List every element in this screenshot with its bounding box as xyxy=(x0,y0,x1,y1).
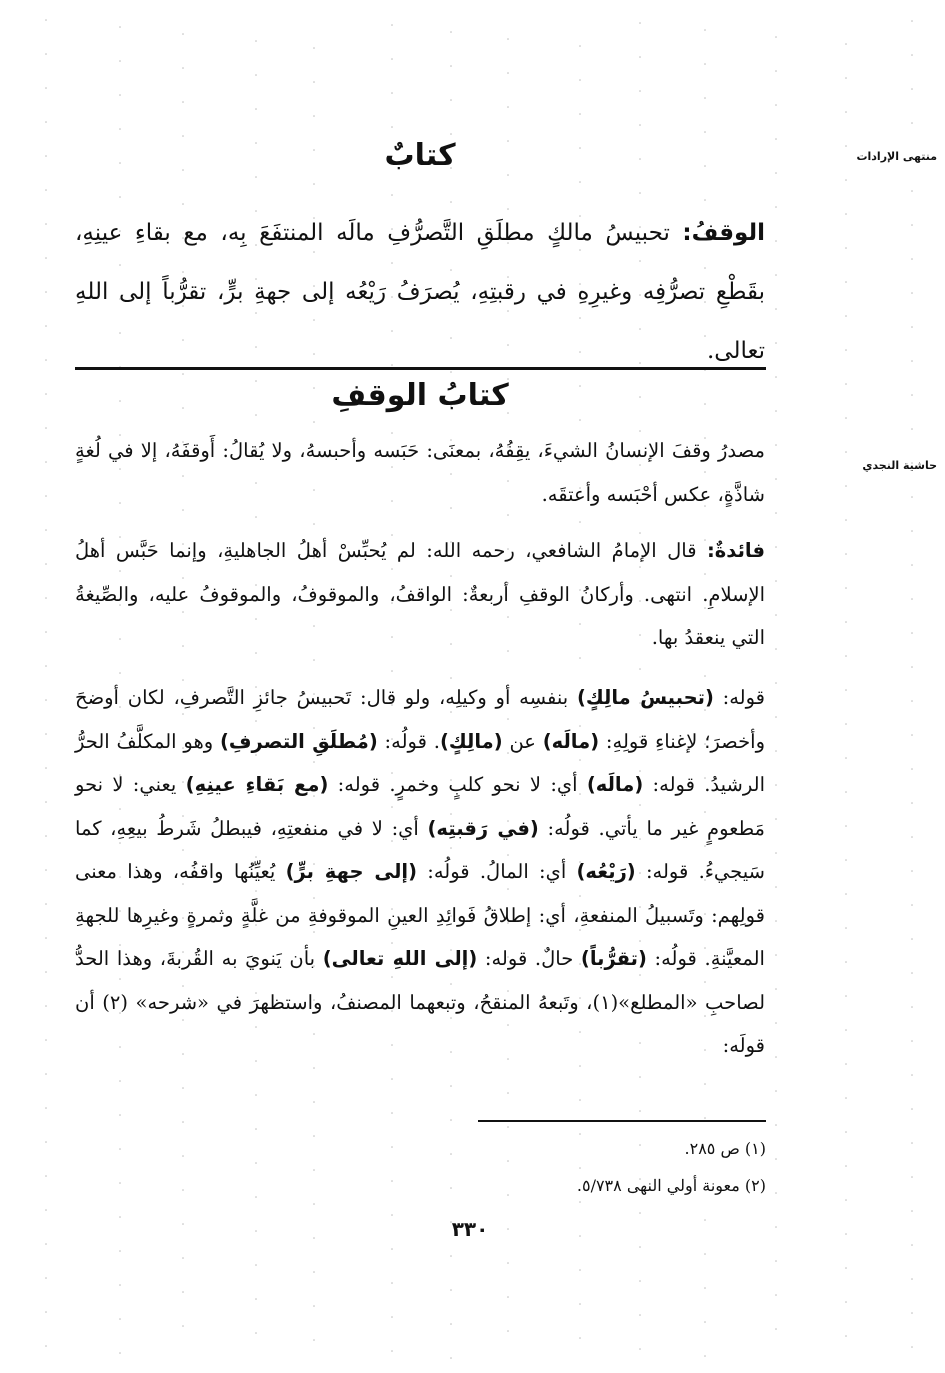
commentary-text: أي: لا في منفعتِهِ، فيبطلُ شَرطُ بيعِهِ، كما سَيجيءُ. قوله: xyxy=(75,816,765,883)
matn-text: تحبيسُ مالكٍ مطلَقِ التَّصرُّفِ مالَه المنتفَعَ بِه، مع بقاءِ عينِهِ، بقَطْعِ تصرُّفِه وغيرِهِ في رقبتِهِ، يُصرَفُ رَيْعُه إلى جهةِ برٍّ، تقرُّباً إلى اللهِ تعالى. xyxy=(75,220,765,364)
quoted-term: (في رَقبتِه) xyxy=(427,816,539,840)
quoted-term: (تقرُّباً) xyxy=(580,947,647,970)
commentary-text: قوله: xyxy=(713,686,766,709)
section-divider xyxy=(75,367,766,370)
faida-lead: فائدةٌ: xyxy=(707,539,765,562)
quoted-term: (تحبيسُ مالِكٍ) xyxy=(576,686,714,709)
sharh-paragraph-2 xyxy=(75,529,765,660)
commentary-text: أي: المالُ. قولُه: xyxy=(417,860,577,883)
footnote-divider xyxy=(478,1120,766,1122)
commentary-text: أي: لا نحو كلبٍ وخمرٍ. قوله: xyxy=(328,773,587,796)
commentary-text: بأن يَنويَ به القُربةَ، وهذا الحدُّ لصاحبِ «المطلع»(١)، وتَبعهُ المنقحُ، وتبعهما المصنفُ، واستظهرَ في «شرحه» (٢) أن قولَه: xyxy=(75,947,766,1057)
commentary-text: بنفسِه أو وكيلِه، ولو قال: تَحبيسُ جائزِ التَّصرفِ، لكان أوضحَ وأخصرَ؛ لإغناءِ قولِهِ: xyxy=(75,686,765,753)
matn-paragraph xyxy=(75,204,765,381)
quoted-term: (مالَه) xyxy=(586,773,644,796)
commentary-text: حالٌ. قوله: xyxy=(477,947,581,970)
quoted-term: (مع بَقاءِ عينِهِ) xyxy=(185,773,329,796)
matn-title: كتابٌ xyxy=(384,138,456,173)
footnote-2: (٢) معونة أولي النهى ٥/٧٣٨. xyxy=(576,1176,766,1195)
sharh-title: كتابُ الوقفِ xyxy=(331,378,509,413)
matn-lead: الوقفُ: xyxy=(682,220,765,246)
commentary-text: يعني: لا نحو مَطعومٍ غير ما يأتي. قولُه: xyxy=(75,773,766,840)
quoted-term: (مُطلَقِ التصرفِ) xyxy=(219,729,378,753)
footnote-1: (١) ص ٢٨٥. xyxy=(684,1139,766,1158)
quoted-term: (مالَه) xyxy=(542,729,600,753)
sharh-paragraph-3 xyxy=(75,676,765,1068)
commentary-text: يُعيِّنُها واقفُه، وهذا معنى قولِهم: وتَسبيلُ المنفعةِ، أي: إطلاقُ فَوائِدِ العينِ الموقوفةِ من غلَّةٍ وثمرةٍ وغيرِها للجهةِ المعيَّنةِ. قولُه: xyxy=(75,860,765,970)
quoted-term: (مالِكٍ) xyxy=(439,729,503,753)
running-header-book: منتهى الإرادات xyxy=(856,150,937,163)
quoted-term: (إلى جهةِ برٍّ) xyxy=(285,860,418,883)
quoted-term: (رَيْعُه) xyxy=(576,860,636,883)
quoted-term: (إلى اللهِ تعالى) xyxy=(322,947,478,970)
commentary-text: وهو المكلَّفُ الحرُّ الرشيدُ. قوله: xyxy=(75,729,765,796)
page-number: ٣٣٠ xyxy=(451,1217,489,1241)
running-header-hashiya: حاشية النجدي xyxy=(862,459,937,472)
commentary-text: عن xyxy=(502,729,543,753)
commentary-text: . قولُه: xyxy=(377,729,440,753)
sharh-paragraph-1: مصدرُ وقفَ الإنسانُ الشيءَ، يقِفُهُ، بمعنَى: حَبَسه وأحبسهُ، ولا يُقالُ: أَوقفَهُ، إلا في لُغةٍ شاذَّةٍ، عكس أحْبَسه وأعتقَه. xyxy=(75,439,765,506)
faida-text: قال الإمامُ الشافعي، رحمه الله: لم يُحبِّسْ أهلُ الجاهليةِ، وإنما حَبَّس أهلُ الإسلامِ. انتهى. وأركانُ الوقفِ أربعةٌ: الواقفُ، والموقوفُ، والموقوفُ عليه، والصِّيغةُ التي ينعقدُ بها. xyxy=(75,539,765,649)
